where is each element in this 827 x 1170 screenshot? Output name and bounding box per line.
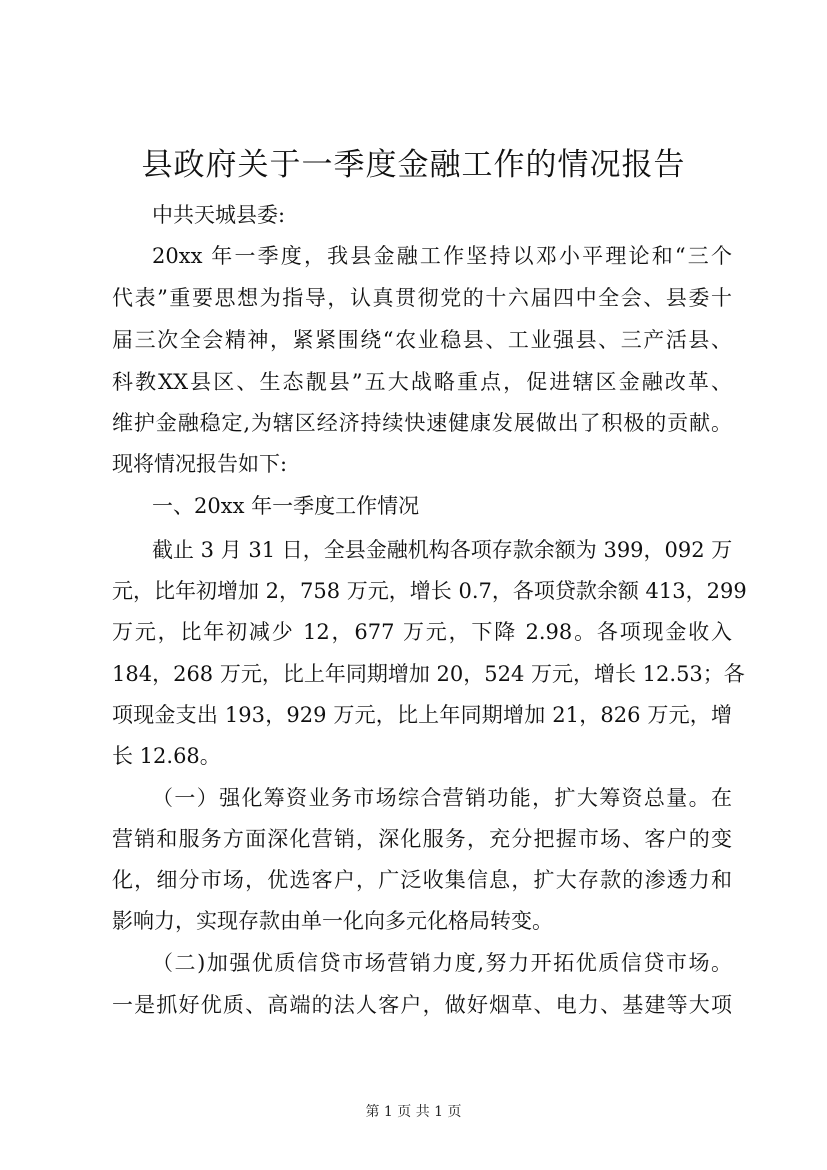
paragraph-line: 一是抓好优质、高端的法人客户，做好烟草、电力、基建等大项 [112,993,732,1017]
paragraph-line: 现将情况报告如下: [112,452,288,476]
paragraph-line: 影响力，实现存款由单一化向多元化格局转变。 [112,909,553,933]
paragraph-line: 维护金融稳定,为辖区经济持续快速健康发展做出了积极的贡献。 [112,411,732,435]
paragraph-line: 营销和服务方面深化营销，深化服务，充分把握市场、客户的变 [112,827,732,851]
paragraph-line: 截止 3 月 31 日，全县金融机构各项存款余额为 399，092 万 [152,538,733,562]
paragraph-line: 项现金支出 193，929 万元，比上年同期增加 21，826 万元，增 [112,703,732,727]
section-heading: 一、20xx 年一季度工作情况 [152,494,420,518]
paragraph-line: 长 12.68。 [112,744,221,768]
page-footer: 第 1 页 共 1 页 [365,1104,462,1120]
salutation: 中共天城县委: [152,203,286,227]
paragraph-line: 届三次全会精神，紧紧围绕“农业稳县、工业强县、三产活县、 [112,328,732,352]
paragraph-line: （一）强化筹资业务市场综合营销功能，扩大筹资总量。在 [152,786,732,810]
paragraph-line: 20xx 年一季度，我县金融工作坚持以邓小平理论和“三个 [152,244,732,268]
paragraph-line: 184，268 万元，比上年同期增加 20，524 万元，增长 12.53；各 [112,662,745,686]
document-title: 县政府关于一季度金融工作的情况报告 [141,147,686,183]
paragraph-line: 代表”重要思想为指导，认真贯彻党的十六届四中全会、县委十 [112,286,732,310]
paragraph-line: 化，细分市场，优选客户，广泛收集信息，扩大存款的渗透力和 [112,868,732,892]
paragraph-line: （二)加强优质信贷市场营销力度,努力开拓优质信贷市场。 [152,951,732,975]
paragraph-line: 元，比年初增加 2，758 万元，增长 0.7，各项贷款余额 413，299 [112,579,747,603]
paragraph-line: 万元，比年初减少 12，677 万元，下降 2.98。各项现金收入 [112,620,732,644]
paragraph-line: 科教XX县区、生态靓县”五大战略重点，促进辖区金融改革、 [112,370,732,394]
